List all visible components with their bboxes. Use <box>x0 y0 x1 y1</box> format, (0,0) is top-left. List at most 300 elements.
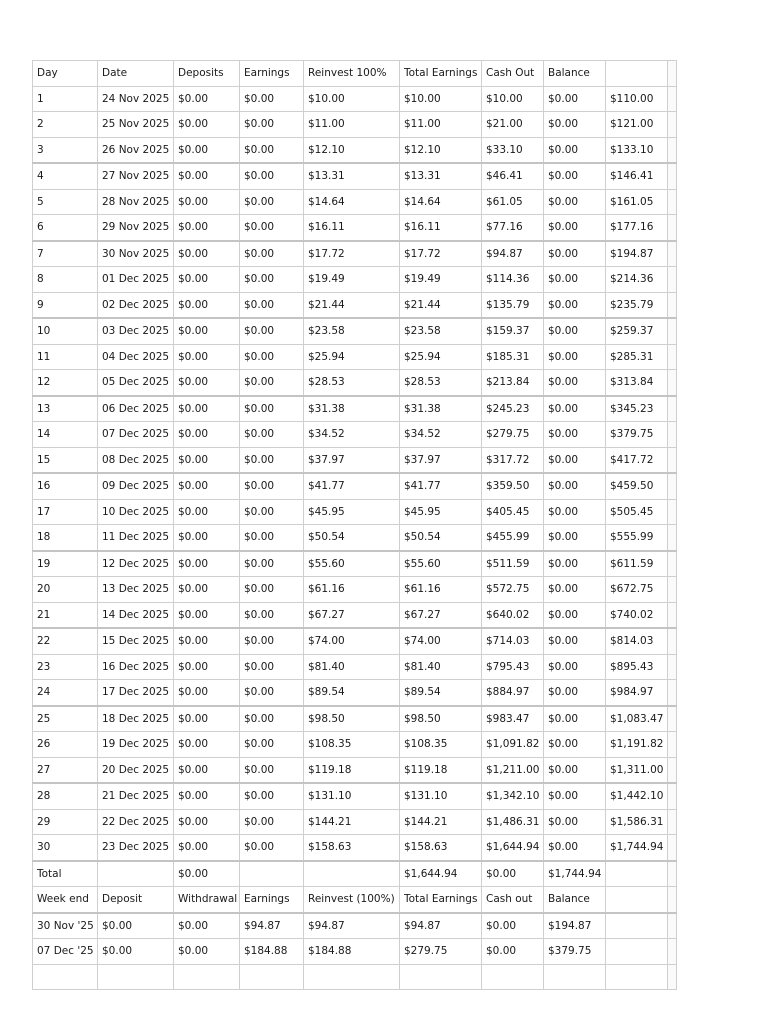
table-cell[interactable]: $0.00 <box>544 809 606 835</box>
table-cell[interactable]: $0.00 <box>174 757 240 783</box>
table-cell[interactable]: 06 Dec 2025 <box>98 396 174 422</box>
table-cell[interactable]: $0.00 <box>544 525 606 551</box>
table-cell[interactable]: $1,191.82 <box>606 732 668 758</box>
table-cell[interactable]: $0.00 <box>240 732 304 758</box>
table-cell[interactable]: $10.00 <box>482 86 544 112</box>
table-cell[interactable]: $98.50 <box>400 706 482 732</box>
table-cell[interactable]: $0.00 <box>174 809 240 835</box>
table-cell[interactable]: $0.00 <box>174 137 240 163</box>
table-cell[interactable]: 27 <box>33 757 98 783</box>
table-cell[interactable]: $0.00 <box>544 241 606 267</box>
table-cell[interactable]: $74.00 <box>304 628 400 654</box>
table-cell[interactable]: $814.03 <box>606 628 668 654</box>
table-cell[interactable]: $17.72 <box>400 241 482 267</box>
table-cell[interactable]: $1,744.94 <box>544 861 606 887</box>
table-cell[interactable]: $0.00 <box>544 344 606 370</box>
table-cell[interactable] <box>240 964 304 990</box>
table-cell[interactable]: 1 <box>33 86 98 112</box>
table-cell[interactable]: $0.00 <box>544 86 606 112</box>
table-cell[interactable]: 6 <box>33 215 98 241</box>
table-cell[interactable]: 30 Nov '25 <box>33 913 98 939</box>
table-cell[interactable]: $1,744.94 <box>606 835 668 861</box>
table-cell[interactable]: 20 <box>33 577 98 603</box>
table-cell[interactable]: $0.00 <box>174 318 240 344</box>
table-cell[interactable]: $0.00 <box>240 241 304 267</box>
table-cell[interactable]: $45.95 <box>400 499 482 525</box>
table-cell[interactable]: $0.00 <box>544 422 606 448</box>
table-cell[interactable]: 15 <box>33 447 98 473</box>
table-cell[interactable]: 23 Dec 2025 <box>98 835 174 861</box>
table-cell[interactable]: $555.99 <box>606 525 668 551</box>
table-cell[interactable]: $41.77 <box>400 473 482 499</box>
table-cell[interactable]: $0.00 <box>174 551 240 577</box>
table-cell[interactable]: 11 Dec 2025 <box>98 525 174 551</box>
table-cell[interactable]: $0.00 <box>174 292 240 318</box>
table-cell[interactable]: $0.00 <box>240 654 304 680</box>
table-cell[interactable]: 23 <box>33 654 98 680</box>
table-cell[interactable]: 22 Dec 2025 <box>98 809 174 835</box>
table-cell[interactable] <box>606 861 668 887</box>
table-cell[interactable]: $359.50 <box>482 473 544 499</box>
table-cell[interactable]: $21.44 <box>304 292 400 318</box>
table-cell[interactable] <box>606 887 668 913</box>
table-cell[interactable]: $0.00 <box>174 473 240 499</box>
table-cell[interactable]: $81.40 <box>304 654 400 680</box>
table-cell[interactable]: $505.45 <box>606 499 668 525</box>
table-cell[interactable]: 19 <box>33 551 98 577</box>
table-cell[interactable]: $33.10 <box>482 137 544 163</box>
table-cell[interactable]: $345.23 <box>606 396 668 422</box>
table-cell[interactable]: $0.00 <box>174 396 240 422</box>
table-cell[interactable]: $0.00 <box>240 112 304 138</box>
table-cell[interactable]: $0.00 <box>240 215 304 241</box>
table-cell[interactable] <box>482 964 544 990</box>
table-cell[interactable]: $21.44 <box>400 292 482 318</box>
table-cell[interactable]: $511.59 <box>482 551 544 577</box>
table-cell[interactable]: $235.79 <box>606 292 668 318</box>
table-cell[interactable] <box>33 964 98 990</box>
table-cell[interactable]: $0.00 <box>174 499 240 525</box>
table-cell[interactable]: $0.00 <box>544 370 606 396</box>
table-cell[interactable]: 28 Nov 2025 <box>98 189 174 215</box>
table-cell[interactable]: 2 <box>33 112 98 138</box>
table-cell[interactable]: $1,342.10 <box>482 783 544 809</box>
table-cell[interactable]: 08 Dec 2025 <box>98 447 174 473</box>
table-cell[interactable]: $405.45 <box>482 499 544 525</box>
table-cell[interactable]: $0.00 <box>544 654 606 680</box>
table-cell[interactable]: $0.00 <box>174 706 240 732</box>
table-cell[interactable]: 07 Dec '25 <box>33 939 98 965</box>
table-cell[interactable]: $37.97 <box>400 447 482 473</box>
table-cell[interactable]: $0.00 <box>174 344 240 370</box>
table-cell[interactable]: 18 Dec 2025 <box>98 706 174 732</box>
table-cell[interactable]: $50.54 <box>400 525 482 551</box>
table-cell[interactable]: $23.58 <box>400 318 482 344</box>
table-cell[interactable]: $146.41 <box>606 163 668 189</box>
table-cell[interactable]: $25.94 <box>304 344 400 370</box>
table-cell[interactable]: $279.75 <box>482 422 544 448</box>
table-cell[interactable]: $34.52 <box>304 422 400 448</box>
table-cell[interactable]: $61.05 <box>482 189 544 215</box>
table-cell[interactable]: $21.00 <box>482 112 544 138</box>
table-cell[interactable] <box>544 964 606 990</box>
table-cell[interactable]: $0.00 <box>174 628 240 654</box>
table-cell[interactable]: 4 <box>33 163 98 189</box>
table-cell[interactable]: 14 <box>33 422 98 448</box>
table-cell[interactable]: Withdrawal <box>174 887 240 913</box>
table-cell[interactable]: 20 Dec 2025 <box>98 757 174 783</box>
table-cell[interactable]: 27 Nov 2025 <box>98 163 174 189</box>
table-cell[interactable]: $0.00 <box>240 602 304 628</box>
table-cell[interactable]: $0.00 <box>544 835 606 861</box>
table-cell[interactable]: $45.95 <box>304 499 400 525</box>
table-cell[interactable]: $0.00 <box>174 732 240 758</box>
table-cell[interactable]: $94.87 <box>482 241 544 267</box>
table-cell[interactable]: $12.10 <box>304 137 400 163</box>
table-cell[interactable]: $1,442.10 <box>606 783 668 809</box>
table-cell[interactable]: $19.49 <box>400 267 482 293</box>
table-cell[interactable]: Earnings <box>240 61 304 87</box>
table-cell[interactable]: $14.64 <box>304 189 400 215</box>
table-cell[interactable]: $0.00 <box>174 447 240 473</box>
table-cell[interactable]: $895.43 <box>606 654 668 680</box>
table-cell[interactable]: $884.97 <box>482 680 544 706</box>
table-cell[interactable]: $259.37 <box>606 318 668 344</box>
table-cell[interactable]: $0.00 <box>240 189 304 215</box>
table-cell[interactable]: $184.88 <box>304 939 400 965</box>
table-cell[interactable]: $0.00 <box>240 137 304 163</box>
table-cell[interactable]: $0.00 <box>544 318 606 344</box>
table-cell[interactable]: $19.49 <box>304 267 400 293</box>
table-cell[interactable]: $379.75 <box>606 422 668 448</box>
table-cell[interactable]: $0.00 <box>544 602 606 628</box>
table-cell[interactable]: $131.10 <box>304 783 400 809</box>
table-cell[interactable]: $10.00 <box>400 86 482 112</box>
table-cell[interactable]: $0.00 <box>240 163 304 189</box>
table-cell[interactable]: $110.00 <box>606 86 668 112</box>
table-cell[interactable]: $1,083.47 <box>606 706 668 732</box>
table-cell[interactable]: $0.00 <box>174 241 240 267</box>
table-cell[interactable]: Earnings <box>240 887 304 913</box>
table-cell[interactable]: $185.31 <box>482 344 544 370</box>
table-cell[interactable]: $0.00 <box>240 628 304 654</box>
table-cell[interactable]: $279.75 <box>400 939 482 965</box>
table-cell[interactable]: $0.00 <box>544 473 606 499</box>
table-cell[interactable]: $245.23 <box>482 396 544 422</box>
table-cell[interactable]: $98.50 <box>304 706 400 732</box>
table-cell[interactable]: $1,586.31 <box>606 809 668 835</box>
table-cell[interactable]: $0.00 <box>240 499 304 525</box>
table-cell[interactable]: $1,486.31 <box>482 809 544 835</box>
table-cell[interactable]: $12.10 <box>400 137 482 163</box>
table-cell[interactable] <box>304 861 400 887</box>
table-cell[interactable]: $0.00 <box>174 939 240 965</box>
table-cell[interactable]: 21 Dec 2025 <box>98 783 174 809</box>
table-cell[interactable]: $0.00 <box>240 267 304 293</box>
table-cell[interactable]: $795.43 <box>482 654 544 680</box>
table-cell[interactable]: $1,311.00 <box>606 757 668 783</box>
table-cell[interactable]: $55.60 <box>304 551 400 577</box>
table-cell[interactable]: 25 <box>33 706 98 732</box>
table-cell[interactable]: 25 Nov 2025 <box>98 112 174 138</box>
table-cell[interactable] <box>400 964 482 990</box>
table-cell[interactable]: $740.02 <box>606 602 668 628</box>
table-cell[interactable]: $94.87 <box>304 913 400 939</box>
table-cell[interactable]: 8 <box>33 267 98 293</box>
table-cell[interactable]: 12 Dec 2025 <box>98 551 174 577</box>
table-cell[interactable]: $0.00 <box>240 370 304 396</box>
table-cell[interactable]: $158.63 <box>400 835 482 861</box>
table-cell[interactable]: $28.53 <box>304 370 400 396</box>
table-cell[interactable]: $177.16 <box>606 215 668 241</box>
table-cell[interactable]: $0.00 <box>98 939 174 965</box>
table-cell[interactable]: $317.72 <box>482 447 544 473</box>
table-cell[interactable]: $0.00 <box>482 913 544 939</box>
table-cell[interactable]: Cash Out <box>482 61 544 87</box>
table-cell[interactable]: 26 Nov 2025 <box>98 137 174 163</box>
table-cell[interactable]: $0.00 <box>482 861 544 887</box>
table-cell[interactable]: 16 Dec 2025 <box>98 654 174 680</box>
table-cell[interactable]: $0.00 <box>240 292 304 318</box>
table-cell[interactable]: $714.03 <box>482 628 544 654</box>
table-cell[interactable]: $14.64 <box>400 189 482 215</box>
table-cell[interactable]: Week end <box>33 887 98 913</box>
table-cell[interactable]: $0.00 <box>174 654 240 680</box>
table-cell[interactable]: $46.41 <box>482 163 544 189</box>
table-cell[interactable]: 02 Dec 2025 <box>98 292 174 318</box>
table-cell[interactable]: $213.84 <box>482 370 544 396</box>
table-cell[interactable]: $61.16 <box>304 577 400 603</box>
table-cell[interactable]: $41.77 <box>304 473 400 499</box>
table-cell[interactable]: $11.00 <box>400 112 482 138</box>
table-cell[interactable]: $0.00 <box>174 112 240 138</box>
table-cell[interactable]: $184.88 <box>240 939 304 965</box>
table-cell[interactable]: $0.00 <box>544 551 606 577</box>
table-cell[interactable]: $133.10 <box>606 137 668 163</box>
table-cell[interactable]: $611.59 <box>606 551 668 577</box>
table-cell[interactable]: $0.00 <box>240 551 304 577</box>
table-cell[interactable]: $0.00 <box>240 783 304 809</box>
table-cell[interactable] <box>606 913 668 939</box>
table-cell[interactable]: $983.47 <box>482 706 544 732</box>
table-cell[interactable]: $23.58 <box>304 318 400 344</box>
table-cell[interactable]: $0.00 <box>174 525 240 551</box>
table-cell[interactable]: 05 Dec 2025 <box>98 370 174 396</box>
table-cell[interactable]: $0.00 <box>240 706 304 732</box>
table-cell[interactable]: $214.36 <box>606 267 668 293</box>
table-cell[interactable]: $0.00 <box>174 783 240 809</box>
table-cell[interactable]: $0.00 <box>544 137 606 163</box>
table-cell[interactable]: Total Earnings <box>400 61 482 87</box>
table-cell[interactable]: $0.00 <box>544 732 606 758</box>
table-cell[interactable]: $0.00 <box>174 577 240 603</box>
table-cell[interactable] <box>606 964 668 990</box>
table-cell[interactable]: 13 Dec 2025 <box>98 577 174 603</box>
table-cell[interactable]: $0.00 <box>240 422 304 448</box>
table-cell[interactable]: $417.72 <box>606 447 668 473</box>
table-cell[interactable]: Deposits <box>174 61 240 87</box>
table-cell[interactable]: 07 Dec 2025 <box>98 422 174 448</box>
table-cell[interactable]: $459.50 <box>606 473 668 499</box>
table-cell[interactable]: Day <box>33 61 98 87</box>
table-cell[interactable]: $0.00 <box>240 525 304 551</box>
table-cell[interactable]: $0.00 <box>544 577 606 603</box>
table-cell[interactable]: $0.00 <box>544 396 606 422</box>
table-cell[interactable]: $77.16 <box>482 215 544 241</box>
table-cell[interactable]: $0.00 <box>174 422 240 448</box>
table-cell[interactable]: 12 <box>33 370 98 396</box>
table-cell[interactable]: $61.16 <box>400 577 482 603</box>
table-cell[interactable]: Deposit <box>98 887 174 913</box>
table-cell[interactable]: $55.60 <box>400 551 482 577</box>
table-cell[interactable]: $0.00 <box>174 215 240 241</box>
table-cell[interactable]: $108.35 <box>304 732 400 758</box>
table-cell[interactable]: $13.31 <box>304 163 400 189</box>
table-cell[interactable] <box>98 964 174 990</box>
table-cell[interactable]: $161.05 <box>606 189 668 215</box>
table-cell[interactable]: Total <box>33 861 98 887</box>
table-cell[interactable]: $0.00 <box>544 292 606 318</box>
table-cell[interactable]: $131.10 <box>400 783 482 809</box>
table-cell[interactable]: $0.00 <box>544 189 606 215</box>
table-cell[interactable]: Balance <box>544 61 606 87</box>
table-cell[interactable]: 19 Dec 2025 <box>98 732 174 758</box>
table-cell[interactable]: 3 <box>33 137 98 163</box>
table-cell[interactable]: $0.00 <box>544 628 606 654</box>
table-cell[interactable]: Date <box>98 61 174 87</box>
table-cell[interactable]: 7 <box>33 241 98 267</box>
table-cell[interactable]: $0.00 <box>98 913 174 939</box>
table-cell[interactable]: $158.63 <box>304 835 400 861</box>
table-cell[interactable]: $0.00 <box>544 706 606 732</box>
table-cell[interactable]: $94.87 <box>240 913 304 939</box>
table-cell[interactable] <box>240 861 304 887</box>
table-cell[interactable]: 22 <box>33 628 98 654</box>
table-cell[interactable]: $31.38 <box>304 396 400 422</box>
table-cell[interactable]: $1,091.82 <box>482 732 544 758</box>
table-cell[interactable]: $108.35 <box>400 732 482 758</box>
table-cell[interactable]: $0.00 <box>240 318 304 344</box>
table-cell[interactable]: $984.97 <box>606 680 668 706</box>
table-cell[interactable]: $0.00 <box>544 112 606 138</box>
table-cell[interactable]: $0.00 <box>174 602 240 628</box>
table-cell[interactable]: 10 <box>33 318 98 344</box>
table-cell[interactable]: 28 <box>33 783 98 809</box>
table-cell[interactable]: 30 <box>33 835 98 861</box>
table-cell[interactable]: 24 Nov 2025 <box>98 86 174 112</box>
table-cell[interactable]: $285.31 <box>606 344 668 370</box>
table-cell[interactable]: $135.79 <box>482 292 544 318</box>
table-cell[interactable] <box>174 964 240 990</box>
table-cell[interactable]: 9 <box>33 292 98 318</box>
table-cell[interactable]: $0.00 <box>544 757 606 783</box>
table-cell[interactable]: $0.00 <box>174 189 240 215</box>
table-cell[interactable]: $0.00 <box>240 447 304 473</box>
table-cell[interactable]: $0.00 <box>240 344 304 370</box>
table-cell[interactable]: $16.11 <box>400 215 482 241</box>
table-cell[interactable]: 17 <box>33 499 98 525</box>
table-cell[interactable]: $16.11 <box>304 215 400 241</box>
table-cell[interactable]: $89.54 <box>400 680 482 706</box>
table-cell[interactable]: Reinvest 100% <box>304 61 400 87</box>
table-cell[interactable]: $194.87 <box>544 913 606 939</box>
table-cell[interactable]: $572.75 <box>482 577 544 603</box>
table-cell[interactable]: 13 <box>33 396 98 422</box>
table-cell[interactable]: $0.00 <box>544 163 606 189</box>
table-cell[interactable]: $1,644.94 <box>400 861 482 887</box>
table-cell[interactable]: $0.00 <box>240 757 304 783</box>
table-cell[interactable]: $119.18 <box>304 757 400 783</box>
table-cell[interactable]: $0.00 <box>482 939 544 965</box>
table-cell[interactable]: $0.00 <box>174 861 240 887</box>
table-cell[interactable]: $81.40 <box>400 654 482 680</box>
table-cell[interactable]: $144.21 <box>400 809 482 835</box>
table-cell[interactable]: $0.00 <box>174 370 240 396</box>
table-cell[interactable] <box>304 964 400 990</box>
table-cell[interactable]: $0.00 <box>240 86 304 112</box>
table-cell[interactable] <box>98 861 174 887</box>
table-cell[interactable]: $0.00 <box>544 783 606 809</box>
table-cell[interactable]: $0.00 <box>544 267 606 293</box>
table-cell[interactable]: $0.00 <box>544 447 606 473</box>
table-cell[interactable]: Total Earnings <box>400 887 482 913</box>
table-cell[interactable]: $89.54 <box>304 680 400 706</box>
table-cell[interactable]: $144.21 <box>304 809 400 835</box>
table-cell[interactable]: 01 Dec 2025 <box>98 267 174 293</box>
table-cell[interactable]: 04 Dec 2025 <box>98 344 174 370</box>
table-cell[interactable]: $640.02 <box>482 602 544 628</box>
table-cell[interactable]: Balance <box>544 887 606 913</box>
table-cell[interactable]: $37.97 <box>304 447 400 473</box>
table-cell[interactable]: $67.27 <box>304 602 400 628</box>
table-cell[interactable]: $0.00 <box>174 913 240 939</box>
table-cell[interactable]: $672.75 <box>606 577 668 603</box>
table-cell[interactable]: $50.54 <box>304 525 400 551</box>
table-cell[interactable]: $0.00 <box>174 267 240 293</box>
table-cell[interactable] <box>606 939 668 965</box>
table-cell[interactable]: 11 <box>33 344 98 370</box>
table-cell[interactable]: 18 <box>33 525 98 551</box>
table-cell[interactable]: $313.84 <box>606 370 668 396</box>
table-cell[interactable]: $0.00 <box>544 215 606 241</box>
table-cell[interactable]: $74.00 <box>400 628 482 654</box>
table-cell[interactable]: 15 Dec 2025 <box>98 628 174 654</box>
table-cell[interactable]: $0.00 <box>174 86 240 112</box>
table-cell[interactable]: $0.00 <box>174 163 240 189</box>
table-cell[interactable]: $13.31 <box>400 163 482 189</box>
table-cell[interactable]: 16 <box>33 473 98 499</box>
table-cell[interactable]: 30 Nov 2025 <box>98 241 174 267</box>
table-cell[interactable]: $0.00 <box>240 809 304 835</box>
table-cell[interactable]: 24 <box>33 680 98 706</box>
table-cell[interactable]: $0.00 <box>240 835 304 861</box>
table-cell[interactable]: $0.00 <box>240 473 304 499</box>
table-cell[interactable]: $1,211.00 <box>482 757 544 783</box>
table-cell[interactable]: $10.00 <box>304 86 400 112</box>
table-cell[interactable]: 29 <box>33 809 98 835</box>
table-cell[interactable]: $194.87 <box>606 241 668 267</box>
table-cell[interactable]: $28.53 <box>400 370 482 396</box>
table-cell[interactable]: $114.36 <box>482 267 544 293</box>
table-cell[interactable]: $34.52 <box>400 422 482 448</box>
table-cell[interactable]: 5 <box>33 189 98 215</box>
table-cell[interactable]: Reinvest (100%) <box>304 887 400 913</box>
table-cell[interactable]: $121.00 <box>606 112 668 138</box>
table-cell[interactable]: 10 Dec 2025 <box>98 499 174 525</box>
table-cell[interactable]: 29 Nov 2025 <box>98 215 174 241</box>
table-cell[interactable]: $31.38 <box>400 396 482 422</box>
table-cell[interactable]: 21 <box>33 602 98 628</box>
